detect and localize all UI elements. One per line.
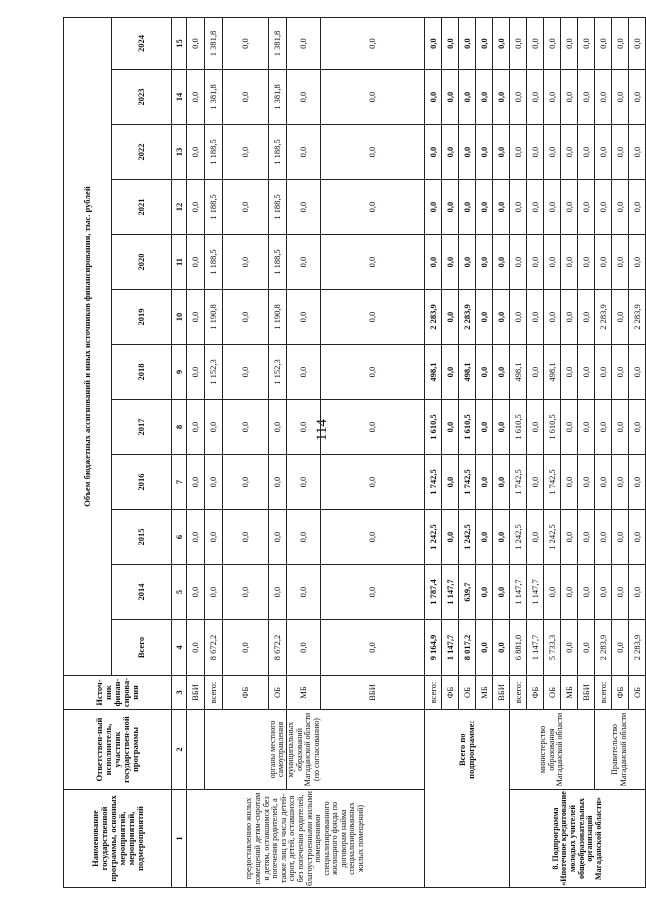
value-cell: 0,0 [561,290,578,345]
value-cell: 0,0 [459,125,476,180]
value-cell: 0,0 [476,18,493,70]
value-cell: 0,0 [187,125,205,180]
value-cell: 0,0 [595,70,612,125]
value-cell: 0,0 [187,70,205,125]
header-col-number: 15 [172,18,187,70]
header-col-number: 10 [172,290,187,345]
value-cell: 0,0 [612,235,629,290]
value-cell: 0,0 [612,510,629,565]
header-col-number: 2 [172,710,187,790]
subprogram-total-label: Всего по подпрограмме: [425,710,510,790]
source-cell: ФБ [527,676,544,710]
value-cell: 0,0 [527,290,544,345]
header-col-number: 1 [172,790,187,888]
value-cell: 1 147,7 [527,565,544,620]
value-cell: 0,0 [459,70,476,125]
value-cell: 0,0 [527,345,544,400]
value-cell: 0,0 [544,290,561,345]
value-cell: 0,0 [187,345,205,400]
value-cell: 0,0 [205,400,223,455]
table-row [205,18,223,888]
page-number: 114 [314,419,330,441]
value-cell: 0,0 [223,18,269,70]
source-cell: всего: [510,676,527,710]
value-cell: 5 733,3 [544,620,561,676]
value-cell: 0,0 [223,125,269,180]
value-cell: 0,0 [595,18,612,70]
value-cell: 0,0 [578,345,595,400]
header-year: 2024 [112,18,172,70]
header-col-number: 5 [172,565,187,620]
executor-municipal: муниципальных образований Магаданской области (по согласованию) [287,710,425,790]
value-cell: 0,0 [269,565,287,620]
value-cell: 0,0 [321,18,425,70]
value-cell: 0,0 [493,235,510,290]
value-cell: 0,0 [269,510,287,565]
value-cell: 0,0 [187,290,205,345]
value-cell: 0,0 [527,180,544,235]
value-cell: 0,0 [527,455,544,510]
value-cell: 0,0 [321,620,425,676]
value-cell: 1 190,8 [269,290,287,345]
value-cell: 1 242,5 [425,510,442,565]
value-cell: 1 381,8 [269,18,287,70]
value-cell: 0,0 [595,235,612,290]
value-cell: 0,0 [321,510,425,565]
value-cell: 1 190,8 [205,290,223,345]
header-year: 2019 [112,290,172,345]
value-cell: 0,0 [459,235,476,290]
header-number-row [172,18,187,888]
value-cell: 0,0 [442,400,459,455]
value-cell: 0,0 [493,70,510,125]
rotated-table-container [63,18,642,888]
value-cell: 0,0 [187,400,205,455]
header-col-number: 7 [172,455,187,510]
value-cell: 0,0 [223,345,269,400]
value-cell: 0,0 [476,180,493,235]
value-cell: 0,0 [612,18,629,70]
value-cell: 6 881,0 [510,620,527,676]
executor-empty [187,710,205,790]
value-cell: 1 188,5 [205,180,223,235]
value-cell: 1 242,5 [544,510,561,565]
value-cell: 0,0 [205,455,223,510]
value-cell: 0,0 [425,180,442,235]
value-cell: 0,0 [223,70,269,125]
value-cell: 0,0 [223,180,269,235]
value-cell: 0,0 [321,565,425,620]
value-cell: 0,0 [493,125,510,180]
value-cell: 8 672,2 [269,620,287,676]
executor-government: Правительство Магаданской области [595,710,646,790]
header-year: 2020 [112,235,172,290]
value-cell: 0,0 [595,565,612,620]
value-cell: 0,0 [595,400,612,455]
value-cell: 0,0 [629,70,646,125]
value-cell: 0,0 [527,125,544,180]
value-cell: 0,0 [493,18,510,70]
table-body [187,18,646,888]
value-cell: 0,0 [321,345,425,400]
source-cell: ОБ [269,676,287,710]
value-cell: 2 283,9 [459,290,476,345]
value-cell: 0,0 [544,235,561,290]
value-cell: 0,0 [442,345,459,400]
value-cell: 0,0 [287,400,321,455]
value-cell: 0,0 [459,18,476,70]
value-cell: 0,0 [595,345,612,400]
value-cell: 0,0 [629,125,646,180]
value-cell: 1 610,5 [544,400,561,455]
value-cell: 0,0 [223,565,269,620]
value-cell: 0,0 [527,510,544,565]
value-cell: 0,0 [595,455,612,510]
header-col-number: 8 [172,400,187,455]
value-cell: 0,0 [493,565,510,620]
value-cell: 0,0 [561,18,578,70]
value-cell: 0,0 [425,18,442,70]
value-cell: 0,0 [425,235,442,290]
source-cell: ФБ [612,676,629,710]
value-cell: 0,0 [612,620,629,676]
value-cell: 0,0 [510,235,527,290]
value-cell: 0,0 [578,125,595,180]
value-cell: 1 152,3 [269,345,287,400]
value-cell: 0,0 [561,235,578,290]
value-cell: 1 381,8 [205,70,223,125]
value-cell: 0,0 [187,620,205,676]
value-cell: 1 742,5 [425,455,442,510]
header-year: 2023 [112,70,172,125]
value-cell: 0,0 [476,510,493,565]
value-cell: 0,0 [187,455,205,510]
header-year: 2017 [112,400,172,455]
source-cell: всего: [425,676,442,710]
value-cell: 0,0 [287,235,321,290]
value-cell: 0,0 [561,565,578,620]
source-cell: всего: [595,676,612,710]
header-col-number: 12 [172,180,187,235]
financing-table [63,17,646,888]
value-cell: 0,0 [544,125,561,180]
value-cell: 0,0 [442,180,459,235]
header-col-number: 3 [172,676,187,710]
header-year: 2016 [112,455,172,510]
source-cell: МБ [476,676,493,710]
value-cell: 9 164,9 [425,620,442,676]
value-cell: 0,0 [287,345,321,400]
value-cell: 0,0 [223,455,269,510]
header-col-source: Источ-ник финан-сирова-ния [64,676,172,710]
value-cell: 0,0 [205,565,223,620]
value-cell: 0,0 [442,510,459,565]
source-cell: МБ [561,676,578,710]
value-cell: 0,0 [612,125,629,180]
header-col-number: 6 [172,510,187,565]
value-cell: 0,0 [287,125,321,180]
value-cell: 0,0 [287,565,321,620]
value-cell: 0,0 [205,510,223,565]
source-cell: МБ [287,676,321,710]
value-cell: 0,0 [612,400,629,455]
value-cell: 0,0 [442,290,459,345]
header-col-number: 9 [172,345,187,400]
value-cell: 0,0 [561,400,578,455]
value-cell: 0,0 [527,18,544,70]
value-cell: 0,0 [510,70,527,125]
header-year: 2018 [112,345,172,400]
value-cell: 0,0 [629,345,646,400]
header-col-number: 13 [172,125,187,180]
source-cell: ОБ [629,676,646,710]
header-year: Всего [112,620,172,676]
value-cell: 0,0 [578,70,595,125]
value-cell: 0,0 [629,180,646,235]
value-cell: 0,0 [269,400,287,455]
value-cell: 0,0 [442,455,459,510]
value-cell: 1 381,8 [269,70,287,125]
value-cell: 1 147,7 [510,565,527,620]
value-cell: 0,0 [561,455,578,510]
value-cell: 0,0 [493,290,510,345]
value-cell: 0,0 [595,125,612,180]
value-cell: 0,0 [493,510,510,565]
value-cell: 0,0 [187,18,205,70]
value-cell: 0,0 [510,18,527,70]
table-row [287,18,321,888]
value-cell: 1 147,7 [527,620,544,676]
value-cell: 1 742,5 [544,455,561,510]
value-cell: 1 188,5 [269,125,287,180]
value-cell: 0,0 [544,70,561,125]
value-cell: 0,0 [561,620,578,676]
header-col-number: 11 [172,235,187,290]
value-cell: 2 283,9 [595,290,612,345]
value-cell: 0,0 [510,125,527,180]
header-year: 2022 [112,125,172,180]
subprogram-total-blank [425,790,510,888]
table-row [595,18,612,888]
value-cell: 0,0 [223,290,269,345]
table-row [187,18,205,888]
value-cell: 0,0 [442,18,459,70]
value-cell: 0,0 [578,180,595,235]
value-cell: 0,0 [493,455,510,510]
value-cell: 0,0 [493,180,510,235]
value-cell: 0,0 [476,235,493,290]
value-cell: 639,7 [459,565,476,620]
value-cell: 0,0 [187,565,205,620]
value-cell: 0,0 [561,70,578,125]
value-cell: 0,0 [287,510,321,565]
header-group-financing: Объем бюджетных ассигнований и иных источников финансирования, тыс. рублей [64,18,112,676]
value-cell: 0,0 [425,125,442,180]
value-cell: 0,0 [544,18,561,70]
value-cell: 0,0 [561,510,578,565]
value-cell: 0,0 [442,70,459,125]
value-cell: 1 787,4 [425,565,442,620]
value-cell: 0,0 [321,455,425,510]
value-cell: 0,0 [476,125,493,180]
value-cell: 8 017,2 [459,620,476,676]
value-cell: 1 188,5 [205,235,223,290]
value-cell: 0,0 [578,565,595,620]
header-col-number: 14 [172,70,187,125]
value-cell: 1 188,5 [205,125,223,180]
value-cell: 0,0 [612,565,629,620]
value-cell: 0,0 [578,18,595,70]
table-row [425,18,442,888]
value-cell: 0,0 [287,18,321,70]
value-cell: 0,0 [561,125,578,180]
value-cell: 0,0 [223,400,269,455]
value-cell: 0,0 [544,565,561,620]
subprogram-8-name: 8. Подпрограмма «Ипотечное кредитование молодых учителей общеобразовательных организаций Магаданской области» [510,790,646,888]
value-cell: 1 152,3 [205,345,223,400]
value-cell: 0,0 [476,70,493,125]
value-cell: 0,0 [527,400,544,455]
value-cell: 0,0 [493,400,510,455]
value-cell: 0,0 [425,70,442,125]
source-cell: всего: [205,676,223,710]
source-cell: ВБИ [493,676,510,710]
source-cell: ФБ [223,676,269,710]
value-cell: 0,0 [287,70,321,125]
source-cell: ФБ [442,676,459,710]
value-cell: 0,0 [578,620,595,676]
value-cell: 0,0 [321,180,425,235]
value-cell: 0,0 [459,180,476,235]
value-cell: 0,0 [595,510,612,565]
value-cell: 0,0 [287,455,321,510]
value-cell: 0,0 [612,70,629,125]
value-cell: 0,0 [578,510,595,565]
value-cell: 1 610,5 [425,400,442,455]
activity-name: предоставлению жилых помещений детям-сиротам и детям, оставшимся без попечения родителей, а также лиц из числа детей-сирот, детей, оставшихся без попечения родителей, благоустроенными жилыми помещениями специализированного жилищного фонда по договорам найма специализированных жилых помещений) [187,790,425,888]
value-cell: 0,0 [287,180,321,235]
value-cell: 1 242,5 [510,510,527,565]
value-cell: 0,0 [561,180,578,235]
value-cell: 498,1 [544,345,561,400]
value-cell: 0,0 [476,345,493,400]
value-cell: 0,0 [629,510,646,565]
value-cell: 2 283,9 [425,290,442,345]
value-cell: 0,0 [629,235,646,290]
value-cell: 0,0 [578,290,595,345]
value-cell: 0,0 [629,455,646,510]
value-cell: 0,0 [612,180,629,235]
value-cell: 0,0 [476,290,493,345]
value-cell: 0,0 [321,70,425,125]
value-cell: 0,0 [612,345,629,400]
value-cell: 0,0 [187,235,205,290]
value-cell: 1 742,5 [459,455,476,510]
value-cell: 0,0 [476,620,493,676]
value-cell: 0,0 [561,345,578,400]
value-cell: 0,0 [476,565,493,620]
value-cell: 2 283,9 [629,620,646,676]
value-cell: 2 283,9 [629,290,646,345]
value-cell: 0,0 [612,455,629,510]
value-cell: 1 147,7 [442,565,459,620]
value-cell: 0,0 [510,180,527,235]
value-cell: 0,0 [527,70,544,125]
value-cell: 0,0 [493,620,510,676]
value-cell: 0,0 [442,235,459,290]
value-cell: 0,0 [578,400,595,455]
value-cell: 0,0 [629,565,646,620]
value-cell: 498,1 [425,345,442,400]
source-cell: ОБ [459,676,476,710]
value-cell: 1 242,5 [459,510,476,565]
source-cell: ВБИ [321,676,425,710]
value-cell: 0,0 [493,345,510,400]
header-year: 2021 [112,180,172,235]
value-cell: 0,0 [629,18,646,70]
value-cell: 1 610,5 [510,400,527,455]
value-cell: 1 381,8 [205,18,223,70]
value-cell: 0,0 [442,125,459,180]
header-col-name: Наименование государственной программы, основных мероприятий, мероприятий, подмероприятий [64,790,172,888]
value-cell: 0,0 [578,455,595,510]
value-cell: 0,0 [321,125,425,180]
value-cell: 1 188,5 [269,235,287,290]
value-cell: 0,0 [287,620,321,676]
value-cell: 0,0 [223,235,269,290]
value-cell: 498,1 [510,345,527,400]
header-col-number: 4 [172,620,187,676]
value-cell: 1 147,7 [442,620,459,676]
source-cell: ВБИ [578,676,595,710]
value-cell: 0,0 [476,400,493,455]
source-cell: ОБ [544,676,561,710]
value-cell: 2 283,9 [595,620,612,676]
value-cell: 0,0 [187,510,205,565]
value-cell: 0,0 [223,620,269,676]
value-cell: 0,0 [476,455,493,510]
value-cell: 1 188,5 [269,180,287,235]
value-cell: 0,0 [187,180,205,235]
value-cell: 0,0 [527,235,544,290]
source-cell: ВБИ [187,676,205,710]
value-cell: 0,0 [544,180,561,235]
value-cell: 1 610,5 [459,400,476,455]
table-row [510,18,527,888]
value-cell: 498,1 [459,345,476,400]
header-year: 2014 [112,565,172,620]
value-cell: 0,0 [321,400,425,455]
value-cell: 0,0 [321,235,425,290]
executor-local-authorities: органы местного самоуправления [205,710,287,790]
value-cell: 1 742,5 [510,455,527,510]
value-cell: 0,0 [287,290,321,345]
value-cell: 0,0 [612,290,629,345]
value-cell: 0,0 [578,235,595,290]
value-cell: 0,0 [223,510,269,565]
executor-ministry: министерство образования Магаданской области [510,710,595,790]
value-cell: 0,0 [510,290,527,345]
value-cell: 0,0 [629,400,646,455]
value-cell: 8 672,2 [205,620,223,676]
value-cell: 0,0 [595,180,612,235]
header-col-executor: Ответствен-ный исполнитель, участник государствен-ной программы [64,710,172,790]
header-year: 2015 [112,510,172,565]
value-cell: 0,0 [321,290,425,345]
value-cell: 0,0 [269,455,287,510]
